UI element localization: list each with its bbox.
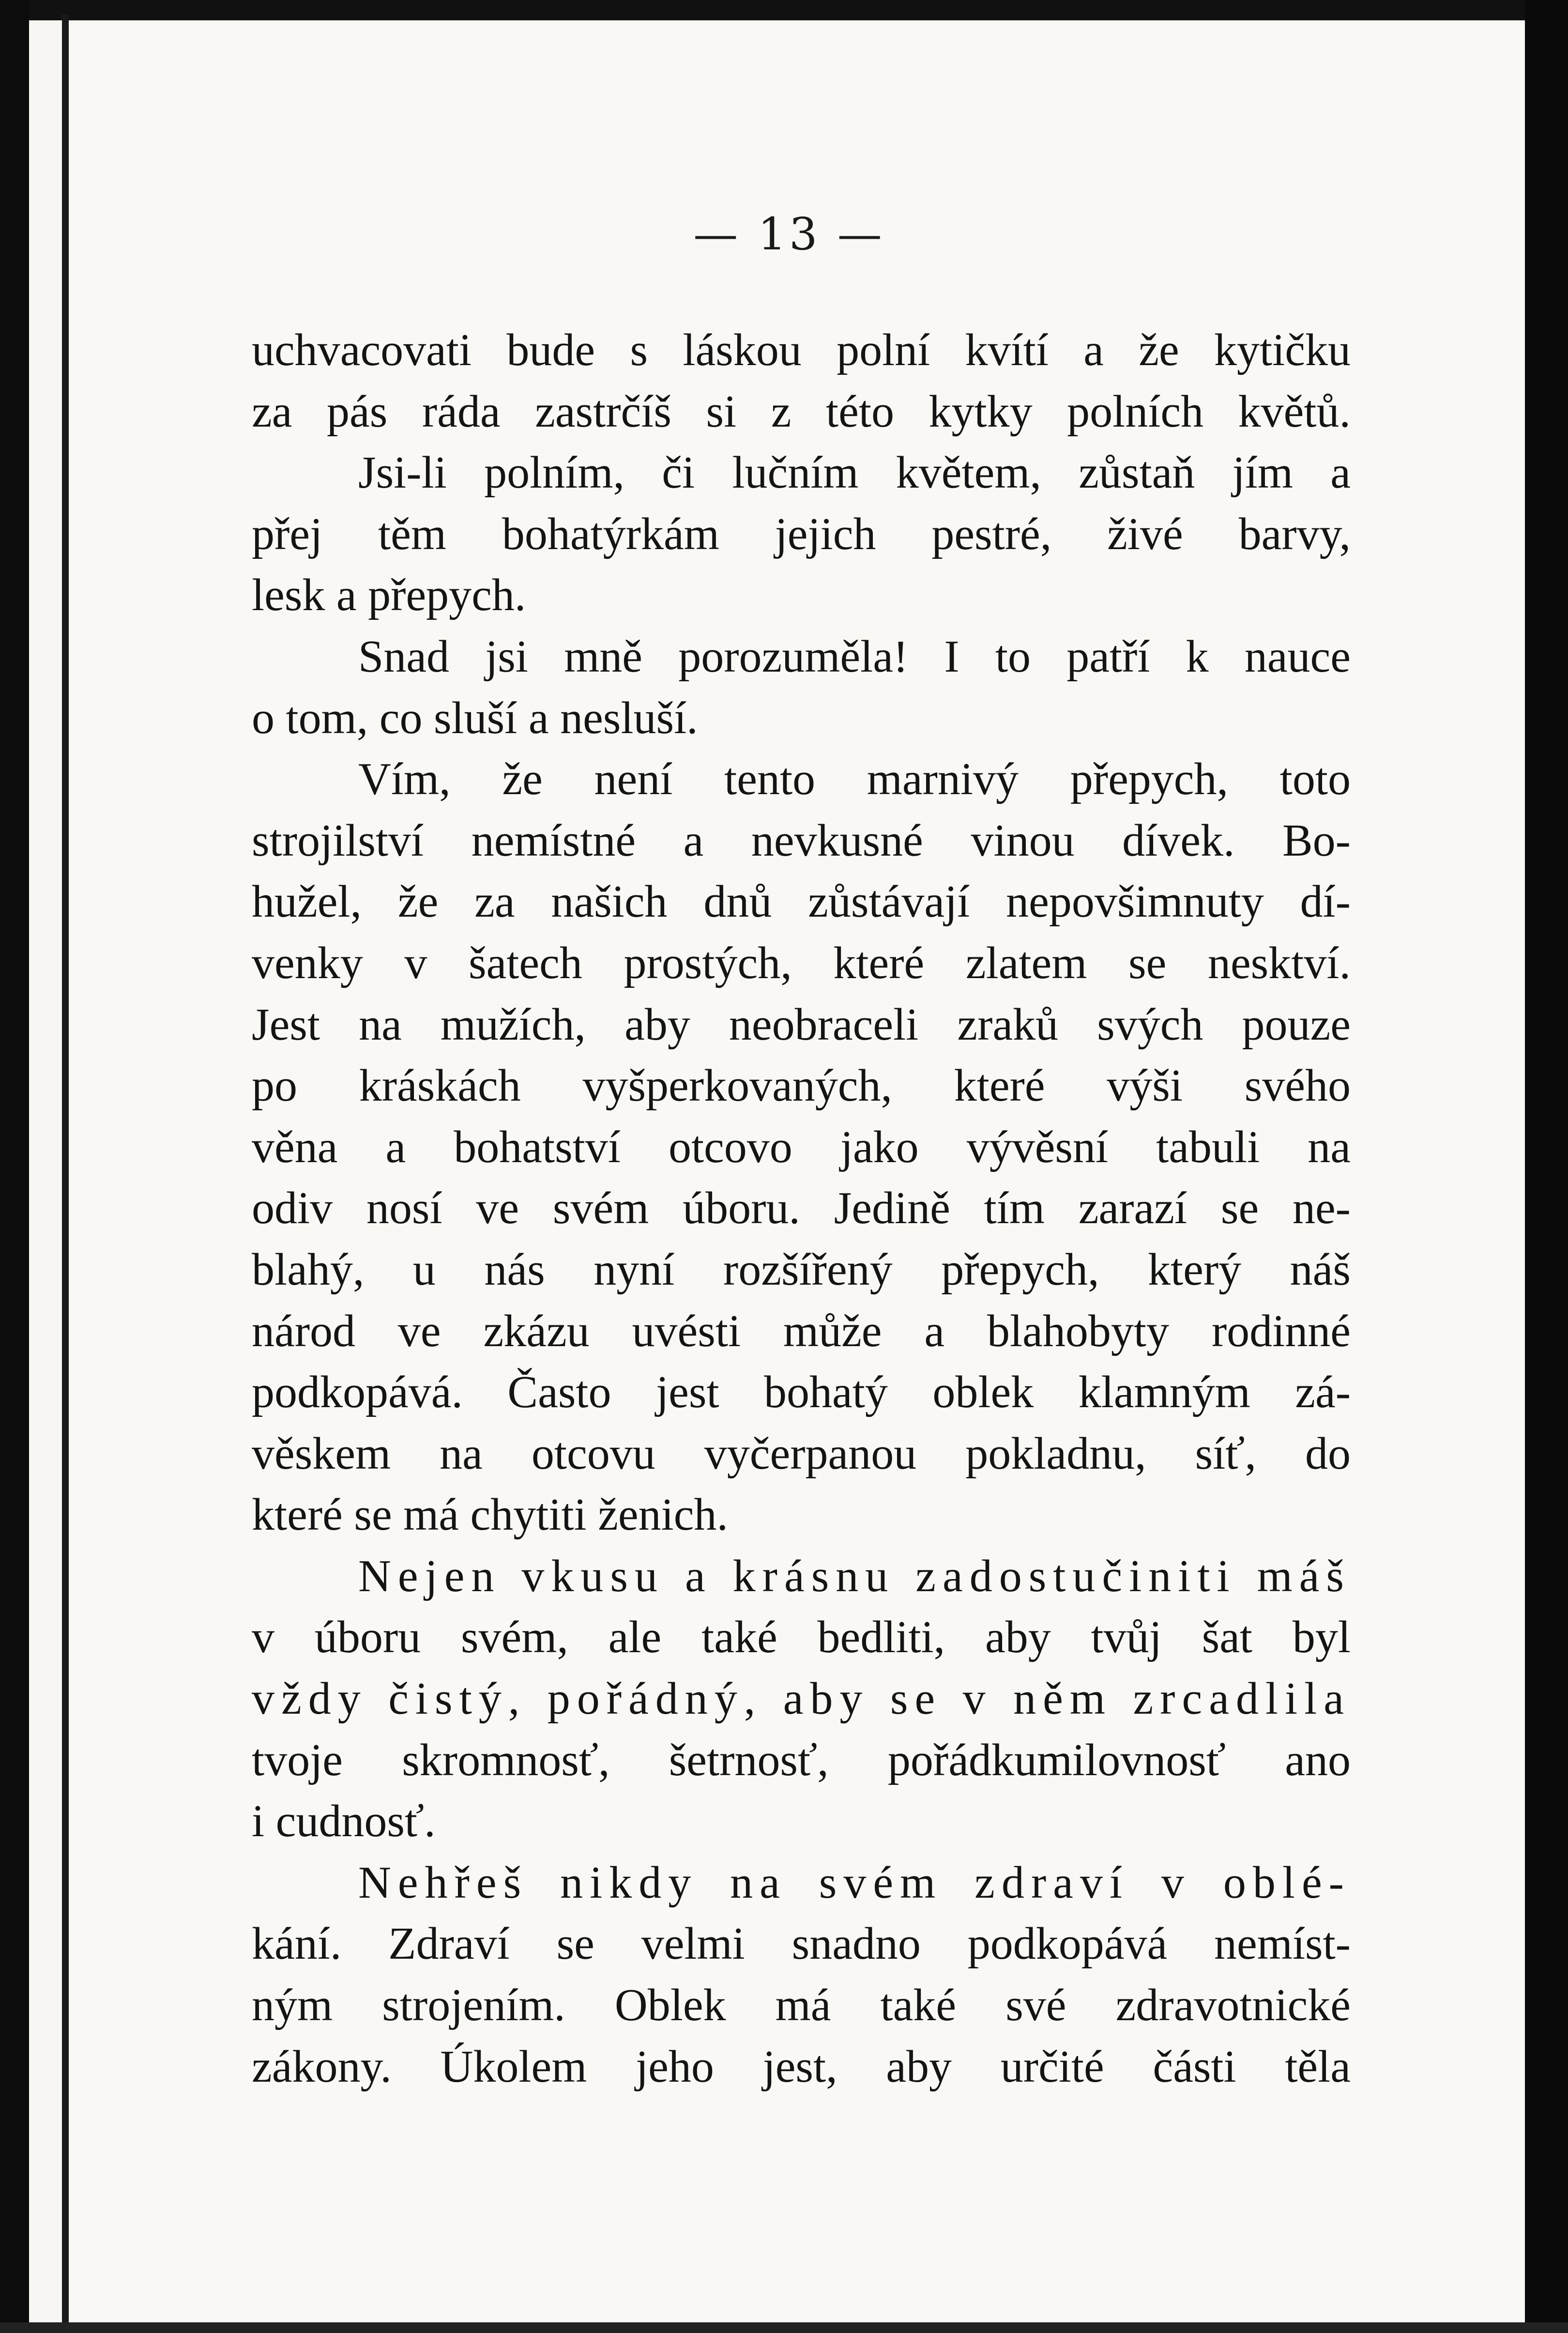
text-line: hužel, že za našich dnů zůstávají nepovšimnuty dí- [252, 876, 1351, 927]
text-line: venky v šatech prostých, které zlatem se nesktví. [252, 937, 1351, 988]
body-text [252, 320, 1351, 2097]
text-line: ným strojením. Oblek má také své zdravotnické [252, 1980, 1351, 2031]
text-line: Nejen vkusu a krásnu zadostučiniti máš [358, 1550, 1351, 1601]
scan-top-edge [0, 0, 1568, 20]
text-line: uchvacovati bude s láskou polní kvítí a že kytičku [252, 325, 1351, 375]
text-line: národ ve zkázu uvésti může a blahobyty rodinné [252, 1305, 1351, 1356]
text-line: věskem na otcovu vyčerpanou pokladnu, síť, do [252, 1428, 1351, 1479]
text-line: Nehřeš nikdy na svém zdraví v oblé- [358, 1857, 1351, 1908]
text-line: o tom, co sluší a nesluší. [252, 692, 698, 743]
text-line: věna a bohatství otcovo jako vývěsní tabuli na [252, 1121, 1351, 1172]
text-line: které se má chytiti ženich. [252, 1489, 728, 1540]
text-line: přej těm bohatýrkám jejich pestré, živé barvy, [252, 508, 1351, 559]
text-line: blahý, u nás nyní rozšířený přepych, který náš [252, 1244, 1351, 1295]
scan-binding-line [62, 15, 69, 2333]
text-line: zákony. Úkolem jeho jest, aby určité části těla [252, 2041, 1351, 2092]
text-line: odiv nosí ve svém úboru. Jedině tím zarazí se ne- [252, 1183, 1351, 1234]
text-line: i cudnosť. [252, 1796, 436, 1847]
scan-right-edge [1525, 0, 1568, 2333]
scan-bottom-edge [0, 2322, 1568, 2333]
text-line: podkopává. Často jest bohatý oblek klamným zá- [252, 1367, 1351, 1418]
text-line: Vím, že není tento marnivý přepych, toto [358, 754, 1351, 805]
text-line: tvoje skromnosť, šetrnosť, pořádkumilovnosť ano [252, 1734, 1351, 1785]
page-number: — 13 — [693, 208, 885, 260]
text-line: Jest na mužích, aby neobraceli zraků svých pouze [252, 999, 1351, 1050]
text-line: v úboru svém, ale také bedliti, aby tvůj šat byl [252, 1612, 1351, 1663]
text-line: lesk a přepych. [252, 570, 526, 621]
text-line: po kráskách vyšperkovaných, které výši svého [252, 1060, 1351, 1111]
text-line: Jsi-li polním, či lučním květem, zůstaň jím a [358, 447, 1351, 498]
text-line: za pás ráda zastrčíš si z této kytky polních květů. [252, 386, 1351, 437]
text-line: strojilství nemístné a nevkusné vinou dívek. Bo- [252, 815, 1351, 866]
text-line: Snad jsi mně porozuměla! I to patří k nauce [358, 631, 1351, 682]
text-line: vždy čistý, pořádný, aby se v něm zrcadlila [252, 1673, 1351, 1724]
text-line: kání. Zdraví se velmi snadno podkopává nemíst- [252, 1919, 1351, 1969]
scan-left-edge [0, 0, 29, 2333]
